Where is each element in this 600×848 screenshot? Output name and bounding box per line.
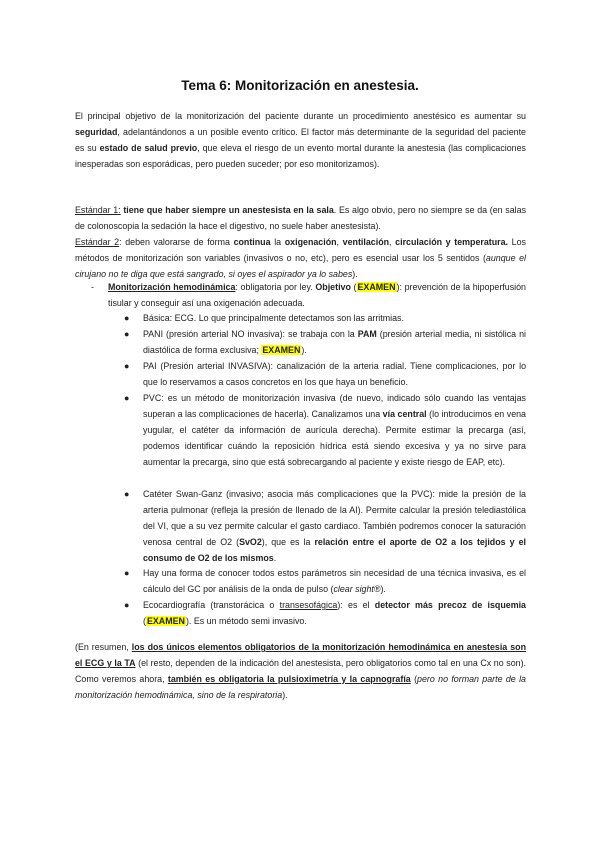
pani-segment: ).	[301, 344, 307, 355]
hemodynamic-segment: : obligatoria por ley.	[235, 282, 316, 292]
intro-bold: estado de salud previo	[99, 142, 198, 153]
pvc-segment: PVC: es un método de monitorización invasiva (de nuevo, indicado sólo cuando las ventajas superan a las complicaciones de hacerla). Canalizamos una	[143, 393, 526, 419]
standard-2-italic: aunque el cirujano no te diga que está sangrado, si oyes el aspirador ya lo sabes	[75, 252, 526, 279]
pvc-segment: (lo introducimos en vena yugular, el catéter da información de aurícula derecha). Permite estimar la precarga (así, podemos identificar cuándo la reposición hídrica está siendo excesiva y ya no sirve para aumentar la precarga, sino que está sobrecargando al paciente y existe riesgo de EAP, etc).	[143, 408, 526, 467]
page-title: Tema 6: Monitorización en anestesia.	[181, 78, 419, 93]
summary-italic: pero no forman parte de la monitorización hemodinámica, sino de la respiratoria	[75, 673, 526, 700]
standard-2-text: la	[270, 237, 285, 247]
pvc-bold: vía central	[382, 408, 427, 419]
standard-1-bold: tiene que haber siempre un anestesista en la sala	[120, 205, 334, 215]
bullet-dot: ●	[124, 361, 130, 371]
exam-highlight: EXAMEN	[262, 344, 301, 355]
bullet-dot: ●	[124, 489, 130, 499]
summary-text: (En resumen,	[75, 642, 132, 652]
bullet-dot: ●	[124, 600, 130, 610]
intro-paragraph	[75, 109, 526, 173]
swan-segment: .	[273, 552, 277, 563]
standard-2-text: ,	[389, 237, 396, 247]
bullet-dot: ●	[124, 393, 130, 403]
hemodynamic-bold: Objetivo	[315, 282, 351, 292]
swan-bold: SvO2	[239, 536, 262, 547]
pani-segment: (presión arterial media, ni sistólica ni diastólica de forma exclusiva;	[143, 329, 526, 355]
standard-2-bold: circulación y temperatura.	[395, 237, 509, 247]
exam-highlight: EXAMEN	[146, 615, 185, 626]
bullet-ecg-text: Básica: ECG. Lo que principalmente detectamos son las arritmias.	[143, 313, 404, 323]
summary-text: ).	[282, 689, 288, 700]
summary-paragraph	[75, 640, 526, 704]
standard-2-text: ,	[336, 237, 343, 247]
hemodynamic-label: Monitorización hemodinámica	[108, 282, 236, 292]
standard-1-text: . Es algo obvio, pero no siempre se da (en salas de colonoscopia la sedación la hace el digestivo, no suele haber anestesista).	[75, 205, 527, 231]
intro-text: El principal objetivo de la monitorización del paciente durante un procedimiento anestésico es aumentar su	[75, 111, 526, 121]
bullet-gc-text	[143, 566, 526, 598]
intro-text: , adelantándonos a un posible evento crítico. El factor más determinante de la seguridad del paciente es su	[75, 126, 526, 153]
standard-2-bold: oxigenación	[284, 237, 337, 247]
exam-highlight: EXAMEN	[357, 282, 396, 292]
bullet-eco-text	[143, 598, 526, 630]
standard-2-text: ).	[352, 268, 358, 279]
bullet-pai-text: PAI (Presión arterial INVASIVA): canalización de la arteria radial. Tiene complicaciones, por lo que lo reservamos a casos concretos en los que haya un beneficio.	[143, 361, 526, 387]
bullet-swan-ganz-text	[143, 487, 526, 567]
bullet-dot: ●	[124, 329, 130, 339]
hemodynamic-segment: (	[350, 282, 357, 292]
standard-2-bold: ventilación	[342, 237, 390, 247]
intro-bold: seguridad	[75, 126, 118, 137]
summary-bold-underline: también es obligatoria la pulsioximetría y la capnografía	[167, 673, 411, 684]
swan-segment: ), que es la	[261, 536, 315, 547]
eco-segment: ): es el	[337, 600, 375, 610]
pani-bold: PAM	[357, 329, 377, 339]
swan-bold: relación entre el aporte de O2 a los tejidos y el consumo de O2 de los mismos	[143, 536, 526, 563]
eco-underline: transesofágica	[279, 600, 338, 610]
intro-text: , que eleva el riesgo de un evento mortal durante la anestesia (las complicaciones inesperadas son esporádicas, pero pueden suceder; por eso monitorizamos).	[75, 142, 526, 169]
dash-marker: -	[91, 282, 94, 292]
gc-segment: Hay una forma de conocer todos estos parámetros sin necesidad de una técnica invasiva, es el cálculo del GC por análisis de la onda de pulso (	[143, 568, 526, 594]
standard-1-paragraph	[75, 203, 526, 235]
standard-2-label: Estándar 2	[75, 237, 120, 247]
pani-segment: PANI (presión arterial NO invasiva): se trabaja con la	[143, 329, 358, 339]
standard-2-text: Los métodos de monitorización son variables (invasivos o no, etc), pero es esencial usar los 5 sentidos (	[75, 237, 526, 263]
hemodynamic-text	[108, 280, 526, 312]
eco-segment: Ecocardiografía (transtorácica o	[143, 600, 280, 610]
gc-italic: clear sight®	[333, 583, 381, 594]
hemodynamic-segment: ): prevención de la hipoperfusión tisular y conseguir así una oxigenación adecuada.	[108, 282, 526, 308]
bullet-dot: ●	[124, 568, 130, 578]
summary-bold-underline: los dos únicos elementos obligatorios de la monitorización hemodinámica en anestesia son el ECG y la TA	[75, 642, 526, 668]
standard-2-paragraph	[75, 235, 526, 283]
summary-text: (el resto, dependen de la indicación del anestesista, pero obligatorios como tal en una Cx no son). Como veremos ahora,	[75, 657, 526, 684]
eco-segment: ). Es un método semi invasivo.	[185, 615, 307, 626]
swan-segment: Catéter Swan-Ganz (invasivo; asocia más complicaciones que la PVC): mide la presión de la arteria pulmonar (refleja la presión de llenado de la AI). Permite calcular la presión telediastólica del VI, que a su vez permite calcular el gasto cardiaco. También podremos conocer la saturación venosa central de O2 (	[143, 489, 526, 547]
bullet-dot: ●	[124, 313, 130, 323]
gc-segment: ).	[380, 583, 386, 594]
standard-2-text: : deben valorarse de forma	[119, 237, 234, 247]
eco-bold: detector más precoz de isquemia	[374, 600, 526, 610]
bullet-pvc-text	[143, 391, 526, 471]
standard-2-bold: continua	[233, 237, 271, 247]
eco-segment: (	[143, 615, 146, 626]
standard-1-label: Estándar 1:	[75, 205, 121, 215]
bullet-pani-text	[143, 327, 526, 359]
summary-text: (	[410, 673, 418, 684]
